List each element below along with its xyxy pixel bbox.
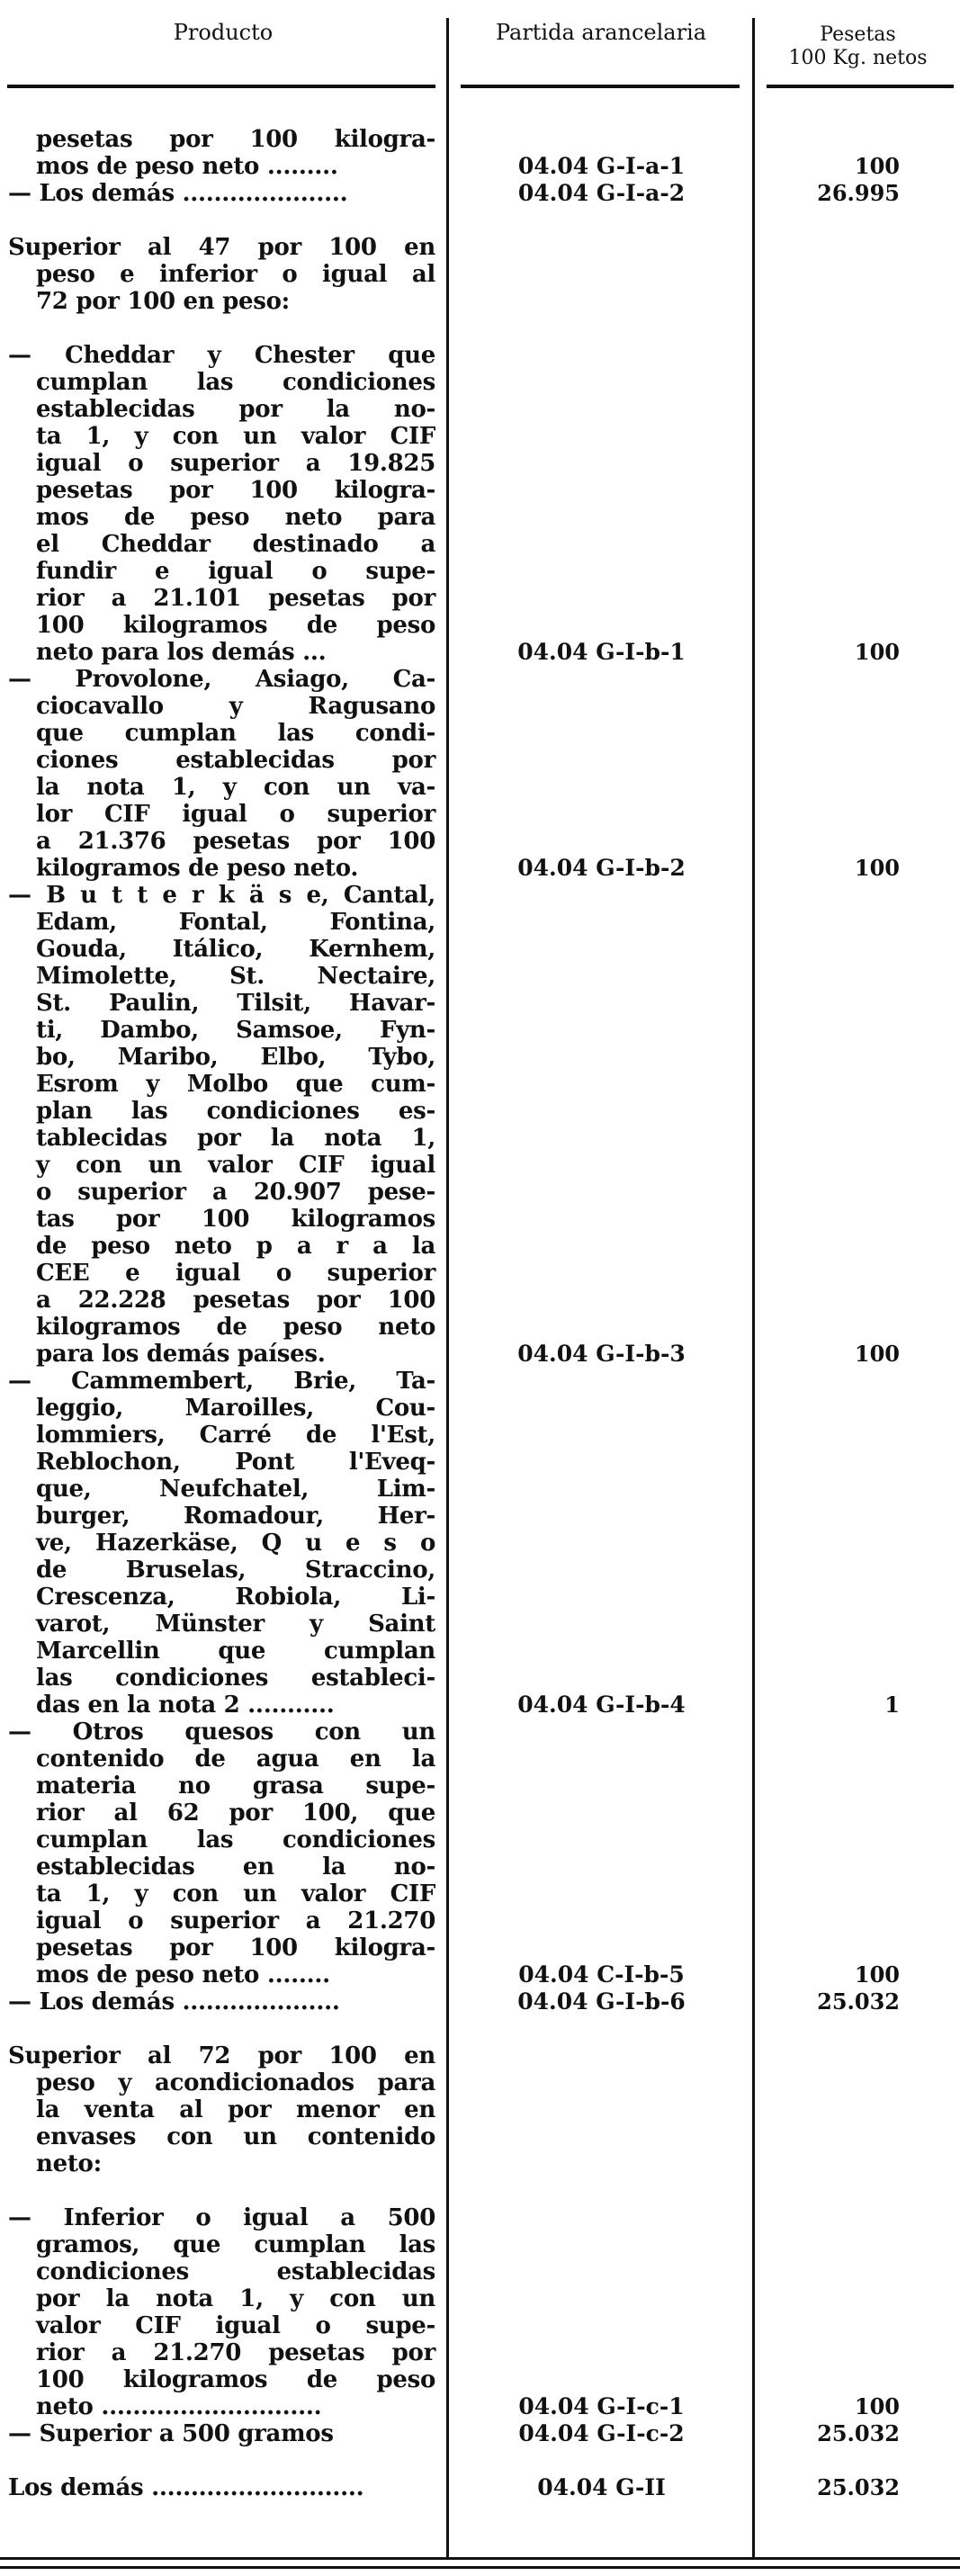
product-line: — B u t t e r k ä s e, Cantal, <box>8 882 435 909</box>
product-line: CEE e igual o superior <box>36 1260 435 1287</box>
product-line: peso y acondicionados para <box>36 2069 435 2096</box>
pesetas-value: 1 <box>884 1692 900 1718</box>
product-description <box>0 882 439 1368</box>
product-line: Marcellin que cumplan <box>36 1638 435 1665</box>
table-row <box>0 2042 960 2177</box>
product-line: mos de peso neto para <box>36 504 435 531</box>
product-line: kilogramos de peso neto. <box>36 855 359 882</box>
product-line: pesetas por 100 kilogra- <box>36 1934 435 1961</box>
product-line: rior a 21.101 pesetas por <box>36 585 435 612</box>
header-partida: Partida arancelaria <box>495 20 707 45</box>
product-line: la venta al por menor en <box>36 2096 435 2123</box>
product-line: 72 por 100 en peso: <box>36 288 290 315</box>
table-row <box>0 1988 960 2015</box>
tariff-code: 04.04 C-I-b-5 <box>518 1961 685 1988</box>
footer-double-rule <box>0 2566 960 2569</box>
product-line: ciocavallo y Ragusano <box>36 693 435 720</box>
product-line: de peso neto p a r a la <box>36 1233 435 1260</box>
product-line: ciones establecidas por <box>36 747 435 774</box>
product-line: tas por 100 kilogramos <box>36 1206 435 1233</box>
tariff-code: 04.04 G-II <box>537 2474 666 2500</box>
pesetas-value: 100 <box>854 2393 900 2419</box>
product-line: neto: <box>36 2150 102 2177</box>
product-line: y con un valor CIF igual <box>36 1152 435 1179</box>
product-line: plan las condiciones es- <box>36 1098 435 1125</box>
product-line: tablecidas por la nota 1, <box>36 1125 435 1152</box>
product-line: neto ............................ <box>36 2393 322 2420</box>
pesetas-value: 100 <box>854 1961 900 1988</box>
header-pesetas-line2: 100 Kg. netos <box>788 47 928 69</box>
table-row <box>0 2474 960 2501</box>
pesetas-value: 100 <box>854 153 900 179</box>
product-line: Superior al 72 por 100 en <box>8 2042 435 2069</box>
product-description <box>0 180 439 207</box>
product-description <box>0 2204 439 2420</box>
product-line: das en la nota 2 ........... <box>36 1692 335 1719</box>
header-rule <box>461 85 740 88</box>
product-line: — Cammembert, Brie, Ta- <box>8 1368 435 1395</box>
product-line: — Otros quesos con un <box>8 1719 435 1746</box>
product-description <box>0 2420 439 2447</box>
table-body <box>0 126 960 2501</box>
product-line: Esrom y Molbo que cum- <box>36 1071 435 1098</box>
product-line: Mimolette, St. Nectaire, <box>36 963 435 990</box>
product-line: mos de peso neto ......... <box>36 153 338 180</box>
product-line: — Cheddar y Chester que <box>8 342 435 369</box>
product-description <box>0 1988 439 2015</box>
header-producto: Producto <box>173 20 274 45</box>
product-line: — Provolone, Asiago, Ca- <box>8 666 435 693</box>
footer-double-rule <box>0 2557 960 2560</box>
product-line: neto para los demás ... <box>36 639 327 666</box>
product-line: las condiciones estableci- <box>36 1665 435 1692</box>
product-line: materia no grasa supe- <box>36 1773 435 1800</box>
tariff-code: 04.04 G-I-b-6 <box>517 1988 686 2015</box>
product-line: mos de peso neto ........ <box>36 1961 330 1988</box>
tariff-code: 04.04 G-I-b-1 <box>517 639 686 665</box>
pesetas-value: 25.032 <box>817 2420 900 2446</box>
product-line: 100 kilogramos de peso <box>36 612 435 639</box>
tariff-code: 04.04 G-I-b-3 <box>517 1341 686 1367</box>
product-line: lor CIF igual o superior <box>36 801 435 828</box>
table-row <box>0 180 960 207</box>
product-description <box>0 1368 439 1719</box>
product-description <box>0 1719 439 1988</box>
product-line: varot, Münster y Saint <box>36 1611 435 1638</box>
product-line: establecidas en la no- <box>36 1853 435 1880</box>
product-line: leggio, Maroilles, Cou- <box>36 1395 435 1422</box>
product-line: Crescenza, Robiola, Li- <box>36 1584 435 1611</box>
tariff-code: 04.04 G-I-a-1 <box>517 153 686 179</box>
product-line: — Los demás .................... <box>8 1988 340 2015</box>
product-line: — Los demás ..................... <box>8 180 348 207</box>
product-line: igual o superior a 21.270 <box>36 1907 435 1934</box>
tariff-code: 04.04 G-I-b-4 <box>517 1692 686 1718</box>
product-line: pesetas por 100 kilogra- <box>36 126 435 153</box>
product-description <box>0 666 439 882</box>
product-line: valor CIF igual o supe- <box>36 2312 435 2339</box>
product-line: por la nota 1, y con un <box>36 2285 435 2312</box>
product-line: ve, Hazerkäse, Q u e s o <box>36 1530 435 1557</box>
header-rule <box>767 85 954 88</box>
table-row <box>0 126 960 180</box>
product-line: cumplan las condiciones <box>36 1827 435 1853</box>
product-line: rior al 62 por 100, que <box>36 1800 435 1827</box>
product-line: peso e inferior o igual al <box>36 261 435 288</box>
header-pesetas <box>756 23 960 70</box>
product-line: ta 1, y con un valor CIF <box>36 1880 435 1907</box>
product-line: ti, Dambo, Samsoe, Fyn- <box>36 1017 435 1044</box>
product-line: Reblochon, Pont l'Eveq- <box>36 1449 435 1476</box>
product-line: burger, Romadour, Her- <box>36 1503 435 1530</box>
pesetas-value: 100 <box>854 1341 900 1367</box>
product-line: o superior a 20.907 pese- <box>36 1179 435 1206</box>
tariff-code: 04.04 G-I-c-2 <box>518 2420 685 2446</box>
product-line: contenido de agua en la <box>36 1746 435 1773</box>
product-line: a 21.376 pesetas por 100 <box>36 828 435 855</box>
pesetas-value: 25.032 <box>817 1988 900 2015</box>
product-line: fundir e igual o supe- <box>36 558 435 585</box>
pesetas-value: 100 <box>854 639 900 665</box>
product-line: pesetas por 100 kilogra- <box>36 477 435 504</box>
product-line: St. Paulin, Tilsit, Havar- <box>36 990 435 1017</box>
product-line: a 22.228 pesetas por 100 <box>36 1287 435 1314</box>
product-line: igual o superior a 19.825 <box>36 450 435 477</box>
table-row <box>0 1719 960 1988</box>
table-row <box>0 2420 960 2447</box>
product-line: kilogramos de peso neto <box>36 1314 435 1341</box>
product-line: condiciones establecidas <box>36 2258 435 2285</box>
product-line: Gouda, Itálico, Kernhem, <box>36 936 435 963</box>
product-line: gramos, que cumplan las <box>36 2231 435 2258</box>
tariff-code: 04.04 G-I-b-2 <box>517 855 686 881</box>
table-row <box>0 882 960 1368</box>
tariff-code: 04.04 G-I-c-1 <box>518 2393 685 2419</box>
product-line: 100 kilogramos de peso <box>36 2366 435 2393</box>
pesetas-value: 25.032 <box>817 2474 900 2500</box>
product-description <box>0 2474 439 2501</box>
product-line: Edam, Fontal, Fontina, <box>36 909 435 936</box>
product-line: lommiers, Carré de l'Est, <box>36 1422 435 1449</box>
table-row <box>0 2204 960 2420</box>
product-line: que, Neufchatel, Lim- <box>36 1476 435 1503</box>
product-description <box>0 2042 439 2177</box>
product-line: que cumplan las condi- <box>36 720 435 747</box>
product-line: Superior al 47 por 100 en <box>8 234 435 261</box>
product-line: establecidas por la no- <box>36 396 435 423</box>
product-line: el Cheddar destinado a <box>36 531 435 558</box>
product-line: Los demás ........................... <box>8 2474 364 2501</box>
product-line: ta 1, y con un valor CIF <box>36 423 435 450</box>
product-description <box>0 342 439 666</box>
header-pesetas-line1: Pesetas <box>820 23 896 46</box>
pesetas-value: 100 <box>854 855 900 881</box>
product-description <box>0 126 439 180</box>
product-line: envases con un contenido <box>36 2123 435 2150</box>
product-line: — Inferior o igual a 500 <box>8 2204 435 2231</box>
table-row <box>0 234 960 315</box>
table-row <box>0 1368 960 1719</box>
product-line: para los demás países. <box>36 1341 326 1368</box>
product-line: de Bruselas, Straccino, <box>36 1557 435 1584</box>
tariff-code: 04.04 G-I-a-2 <box>517 180 686 206</box>
table-row <box>0 342 960 666</box>
product-line: la nota 1, y con un va- <box>36 774 435 801</box>
product-line: cumplan las condiciones <box>36 369 435 396</box>
product-line: rior a 21.270 pesetas por <box>36 2339 435 2366</box>
header-rule <box>7 85 435 88</box>
product-line: — Superior a 500 gramos <box>8 2420 334 2447</box>
product-description <box>0 234 439 315</box>
product-line: bo, Maribo, Elbo, Tybo, <box>36 1044 435 1071</box>
pesetas-value: 26.995 <box>817 180 900 206</box>
table-row <box>0 666 960 882</box>
